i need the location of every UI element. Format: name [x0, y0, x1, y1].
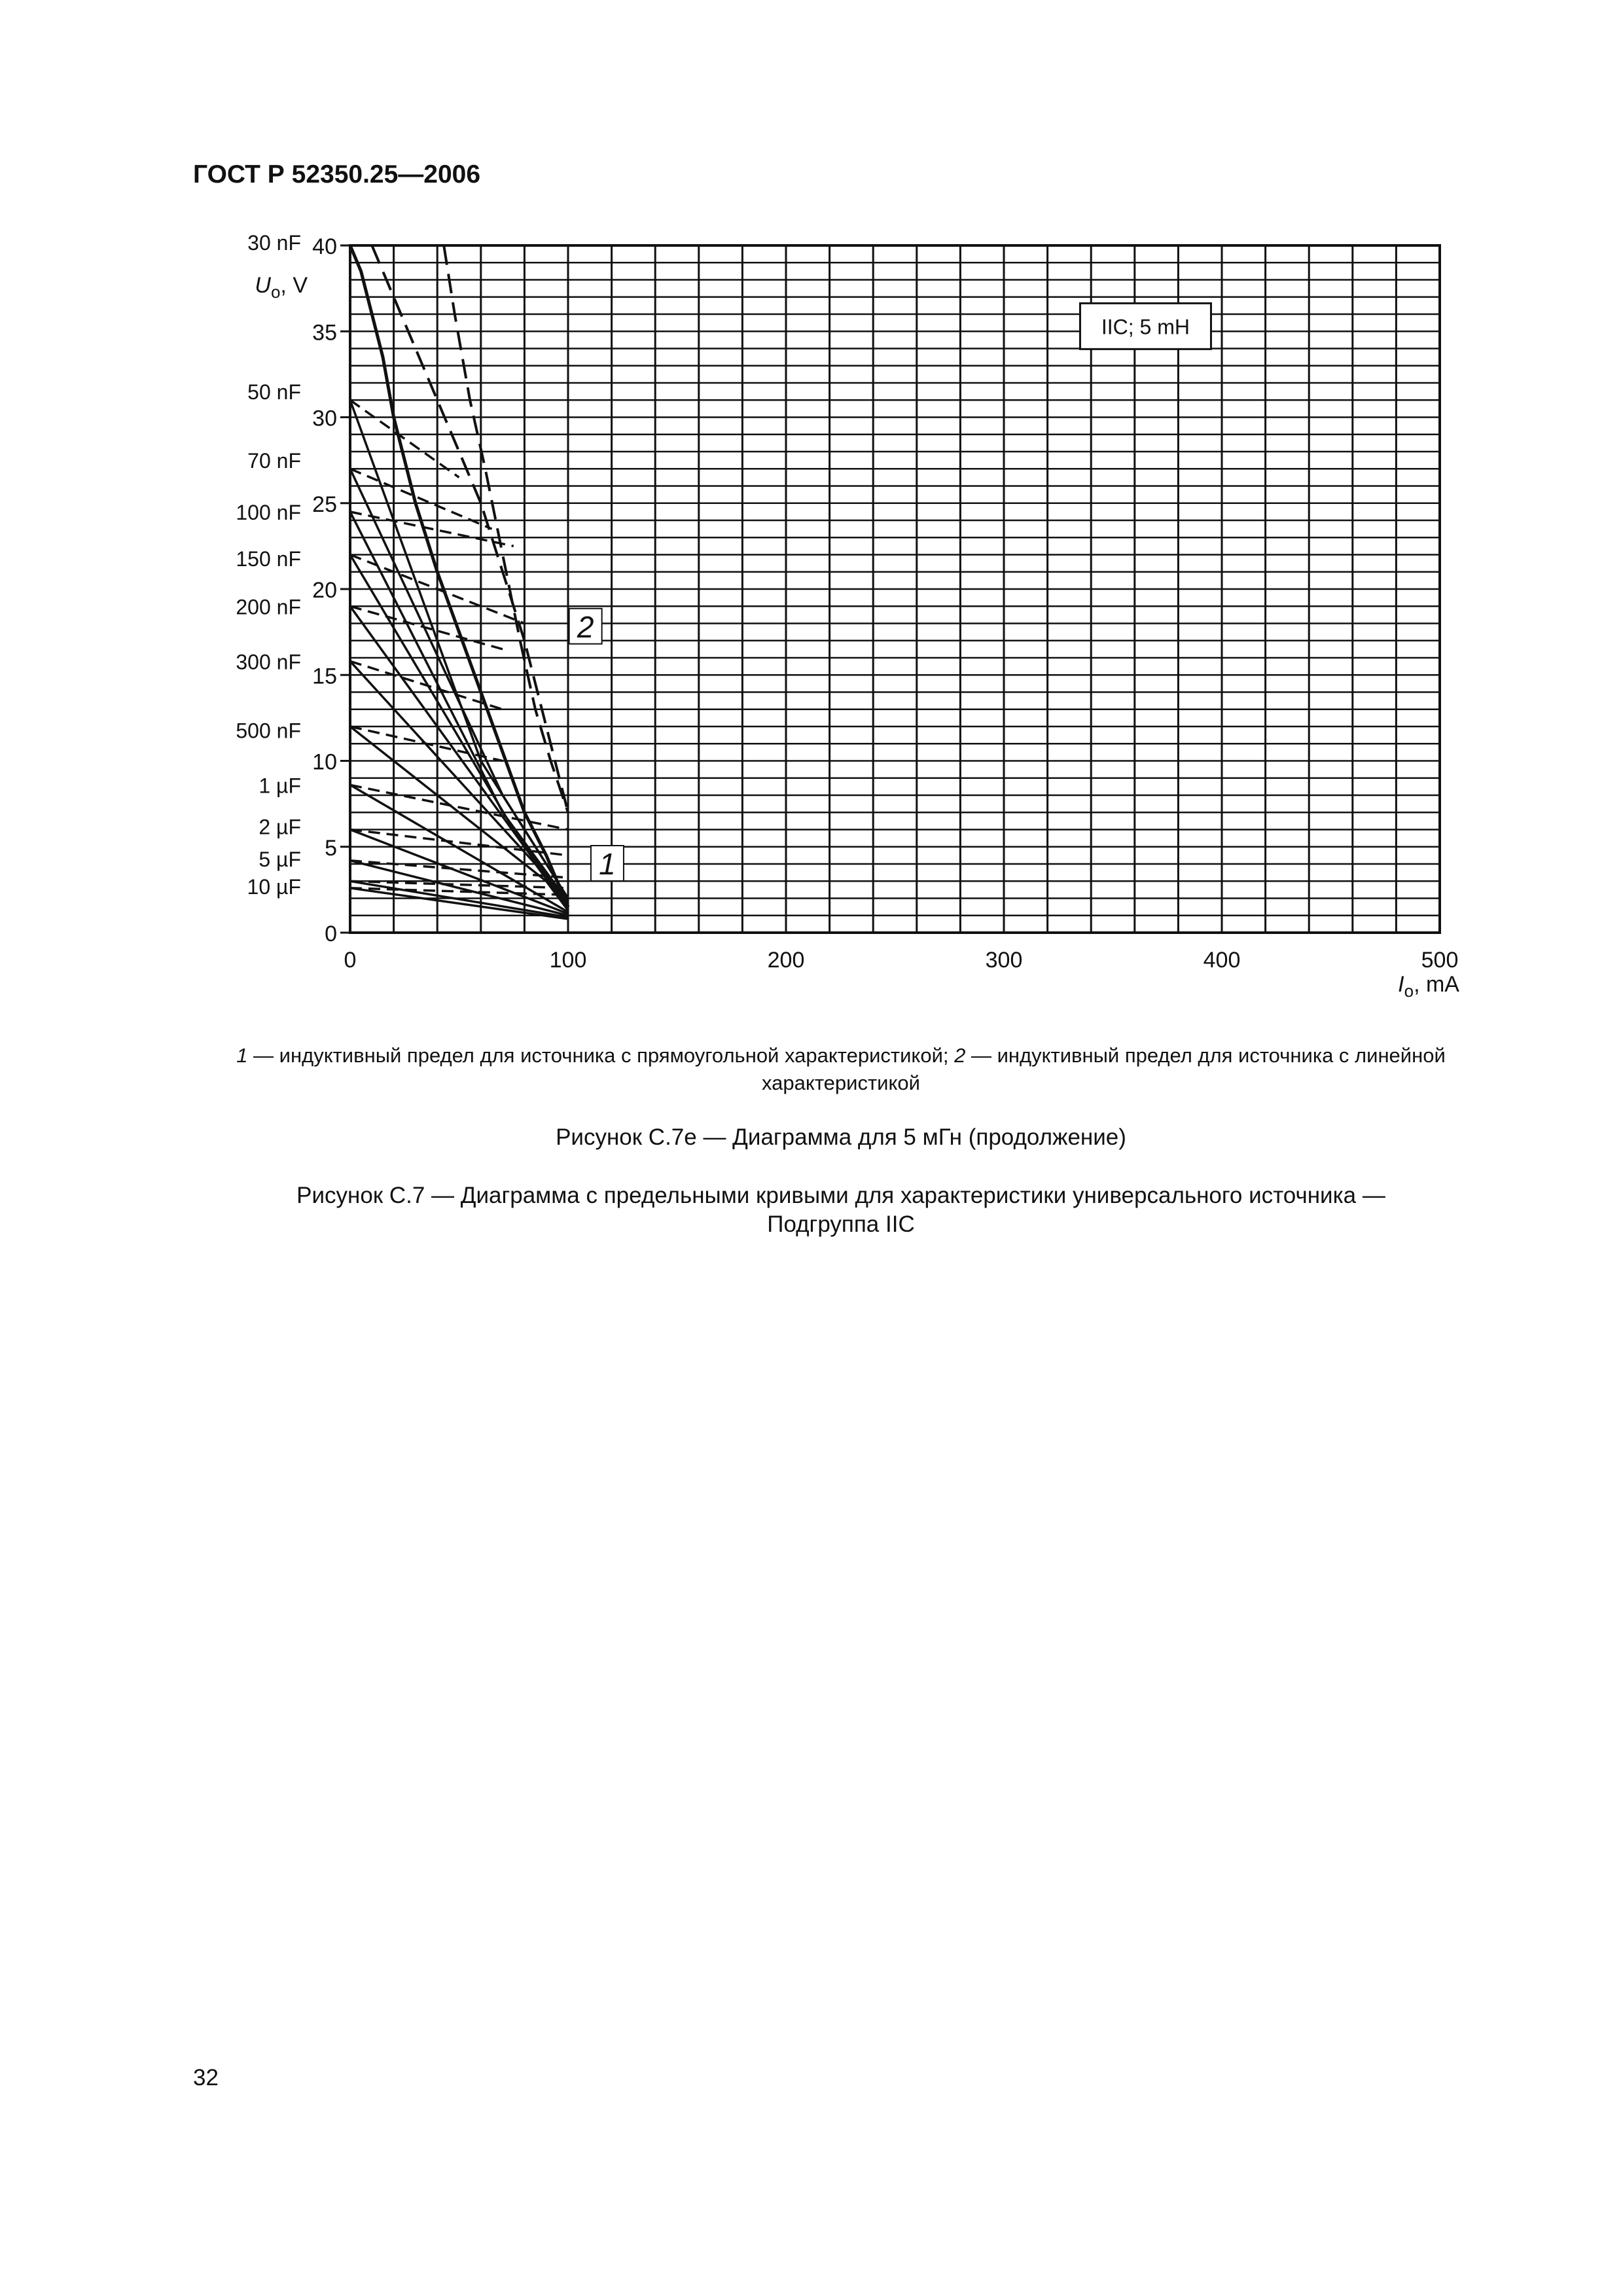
capacitance-label: 50 nF — [247, 380, 301, 404]
x-tick-label: 300 — [985, 948, 1023, 973]
x-tick-label: 400 — [1203, 948, 1241, 973]
x-tick-label: 0 — [344, 948, 357, 973]
x-tick-label: 500 — [1421, 948, 1459, 973]
capacitance-label: 2 µF — [259, 815, 301, 839]
y-tick-label: 10 — [312, 749, 337, 775]
x-axis-title: $I_o$, mA — [1398, 972, 1459, 1001]
curve-label-2: 2 — [577, 609, 594, 644]
capacitance-curve-solid — [350, 726, 568, 910]
y-tick-label: 25 — [312, 492, 337, 517]
curve-label-1: 1 — [599, 847, 616, 881]
y-tick-label: 15 — [312, 664, 337, 689]
figure-main-caption-line-2: Подгруппа IIC — [767, 1211, 915, 1237]
y-tick-label: 35 — [312, 320, 337, 346]
capacitance-label: 100 nF — [236, 500, 301, 524]
y-tick-label: 40 — [312, 234, 337, 259]
page-number: 32 — [193, 2065, 219, 2090]
capacitance-label: 70 nF — [247, 449, 301, 473]
legend-2-number: 2 — [954, 1044, 966, 1067]
x-tick-label: 100 — [549, 948, 587, 973]
y-axis-title: $U_o$, V — [255, 273, 308, 302]
capacitance-label: 1 µF — [259, 774, 301, 798]
capacitance-label: 150 nF — [236, 547, 301, 571]
legend-1-number: 1 — [236, 1044, 248, 1067]
legend-1-text: — индуктивный предел для источника с прямоугольной характеристикой; — [247, 1044, 955, 1067]
capacitance-label: 30 nF — [247, 230, 301, 255]
capacitance-curve-solid — [350, 606, 568, 906]
capacitance-curve-dashed — [350, 785, 568, 829]
limit-curve-2 — [444, 245, 568, 812]
capacitance-label: 500 nF — [236, 719, 301, 743]
x-tick-label: 200 — [767, 948, 805, 973]
capacitance-label: 300 nF — [236, 650, 301, 674]
capacitance-label: 10 µF — [247, 875, 301, 899]
document-number-header: ГОСТ Р 52350.25—2006 — [193, 160, 481, 188]
y-tick-label: 0 — [325, 922, 337, 946]
annotation-box-text: IIC; 5 mH — [1101, 315, 1190, 339]
figure-main-caption-line-1: Рисунок С.7 — Диаграмма с предельными кривыми для характеристики универсального источника — — [296, 1183, 1385, 1208]
legend-2-text-continued: характеристикой — [762, 1071, 920, 1094]
capacitance-label: 200 nF — [236, 595, 301, 619]
y-tick-label: 20 — [312, 578, 337, 603]
voltage-current-limit-chart — [0, 0, 1623, 1021]
chart-curves — [350, 245, 568, 919]
figure-legend — [190, 1042, 1492, 1097]
capacitance-label: 5 µF — [259, 848, 301, 872]
y-tick-label: 5 — [325, 835, 337, 861]
figure-main-caption — [190, 1181, 1492, 1239]
figure-subcaption: Рисунок С.7е — Диаграмма для 5 мГн (продолжение) — [556, 1124, 1126, 1150]
y-tick-label: 30 — [312, 406, 337, 431]
legend-2-text: — индуктивный предел для источника с линейной — [965, 1044, 1446, 1067]
